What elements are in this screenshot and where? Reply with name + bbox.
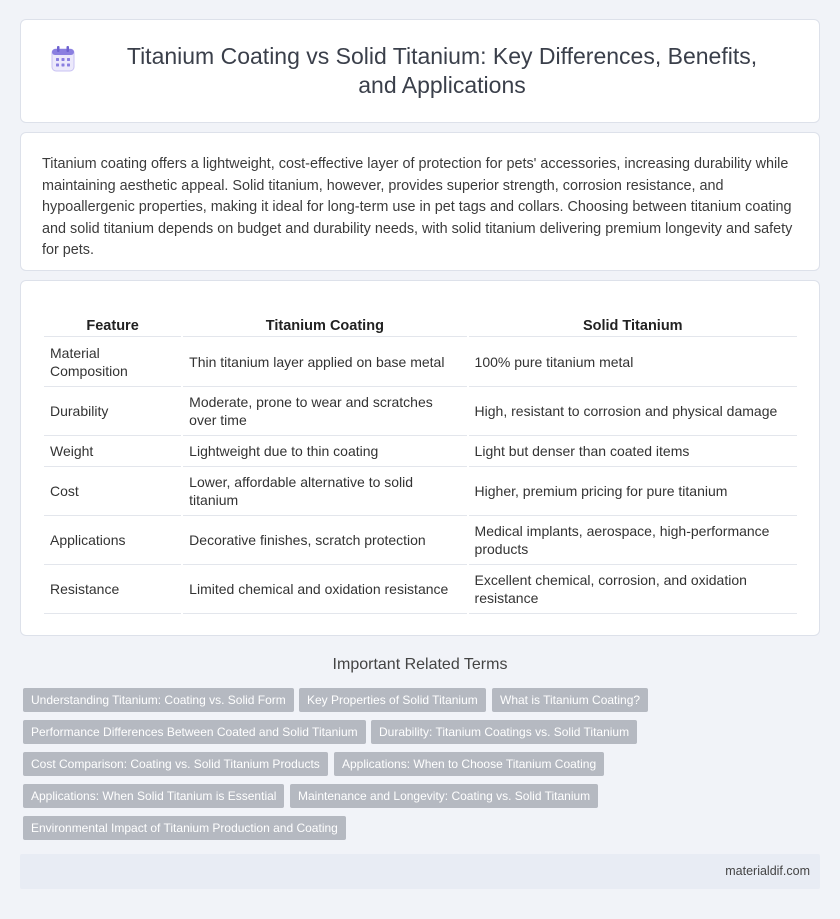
header-titanium-coating: Titanium Coating	[183, 315, 466, 337]
table-header-row	[44, 315, 797, 337]
table-row	[44, 436, 797, 467]
table-row	[44, 516, 797, 565]
header-feature: Feature	[44, 315, 181, 337]
intro-card	[20, 132, 820, 271]
site-name[interactable]: materialdif.com	[725, 864, 810, 878]
table-cell: Material Composition	[44, 337, 181, 387]
table-cell: Medical implants, aerospace, high-performance products	[469, 516, 797, 565]
table-cell: Cost	[44, 467, 181, 516]
related-term-tag[interactable]: What is Titanium Coating?	[492, 688, 648, 712]
table-cell: Light but denser than coated items	[469, 436, 797, 467]
table-cell: Decorative finishes, scratch protection	[183, 516, 466, 565]
related-term-tag[interactable]: Environmental Impact of Titanium Production and Coating	[23, 816, 346, 840]
table-row	[44, 387, 797, 436]
table-cell: Thin titanium layer applied on base metal	[183, 337, 466, 387]
table-cell: Applications	[44, 516, 181, 565]
table-cell: Weight	[44, 436, 181, 467]
table-cell: Moderate, prone to wear and scratches over time	[183, 387, 466, 436]
comparison-card	[20, 280, 820, 636]
table-row	[44, 467, 797, 516]
page-title: Titanium Coating vs Solid Titanium: Key Differences, Benefits, and Applications	[126, 43, 758, 98]
table-row	[44, 565, 797, 614]
table-row	[44, 337, 797, 387]
table-cell: Limited chemical and oxidation resistance	[183, 565, 466, 614]
table-cell: Excellent chemical, corrosion, and oxidation resistance	[469, 565, 797, 614]
table-cell: Higher, premium pricing for pure titanium	[469, 467, 797, 516]
related-term-tag[interactable]: Performance Differences Between Coated and Solid Titanium	[23, 720, 366, 744]
related-term-tag[interactable]: Cost Comparison: Coating vs. Solid Titanium Products	[23, 752, 328, 776]
related-term-tag[interactable]: Durability: Titanium Coatings vs. Solid Titanium	[371, 720, 637, 744]
table-cell: Lightweight due to thin coating	[183, 436, 466, 467]
title-card	[20, 19, 820, 123]
header-solid-titanium: Solid Titanium	[469, 315, 797, 337]
related-term-tag[interactable]: Understanding Titanium: Coating vs. Solid Form	[23, 688, 294, 712]
related-term-tag[interactable]: Applications: When to Choose Titanium Coating	[334, 752, 604, 776]
related-term-tag[interactable]: Maintenance and Longevity: Coating vs. Solid Titanium	[290, 784, 598, 808]
table-cell: Resistance	[44, 565, 181, 614]
related-term-tag[interactable]: Applications: When Solid Titanium is Essential	[23, 784, 284, 808]
table-cell: High, resistant to corrosion and physical damage	[469, 387, 797, 436]
table-cell: Durability	[44, 387, 181, 436]
table-cell: Lower, affordable alternative to solid titanium	[183, 467, 466, 516]
footer	[20, 854, 820, 889]
related-term-tag[interactable]: Key Properties of Solid Titanium	[299, 688, 486, 712]
related-terms-heading: Important Related Terms	[332, 656, 508, 673]
table-cell: 100% pure titanium metal	[469, 337, 797, 387]
intro-paragraph: Titanium coating offers a lightweight, cost-effective layer of protection for pets' accessories, increasing durability while maintaining aesthetic appeal. Solid titanium, however, provides superior strength, corrosion resistance, and hypoallergenic properties, making it ideal for long-term use in pet tags and collars. Choosing between titanium coating and solid titanium depends on budget and durability needs, with solid titanium delivering premium longevity and safety for pets.	[42, 156, 793, 259]
comparison-table	[42, 315, 799, 614]
